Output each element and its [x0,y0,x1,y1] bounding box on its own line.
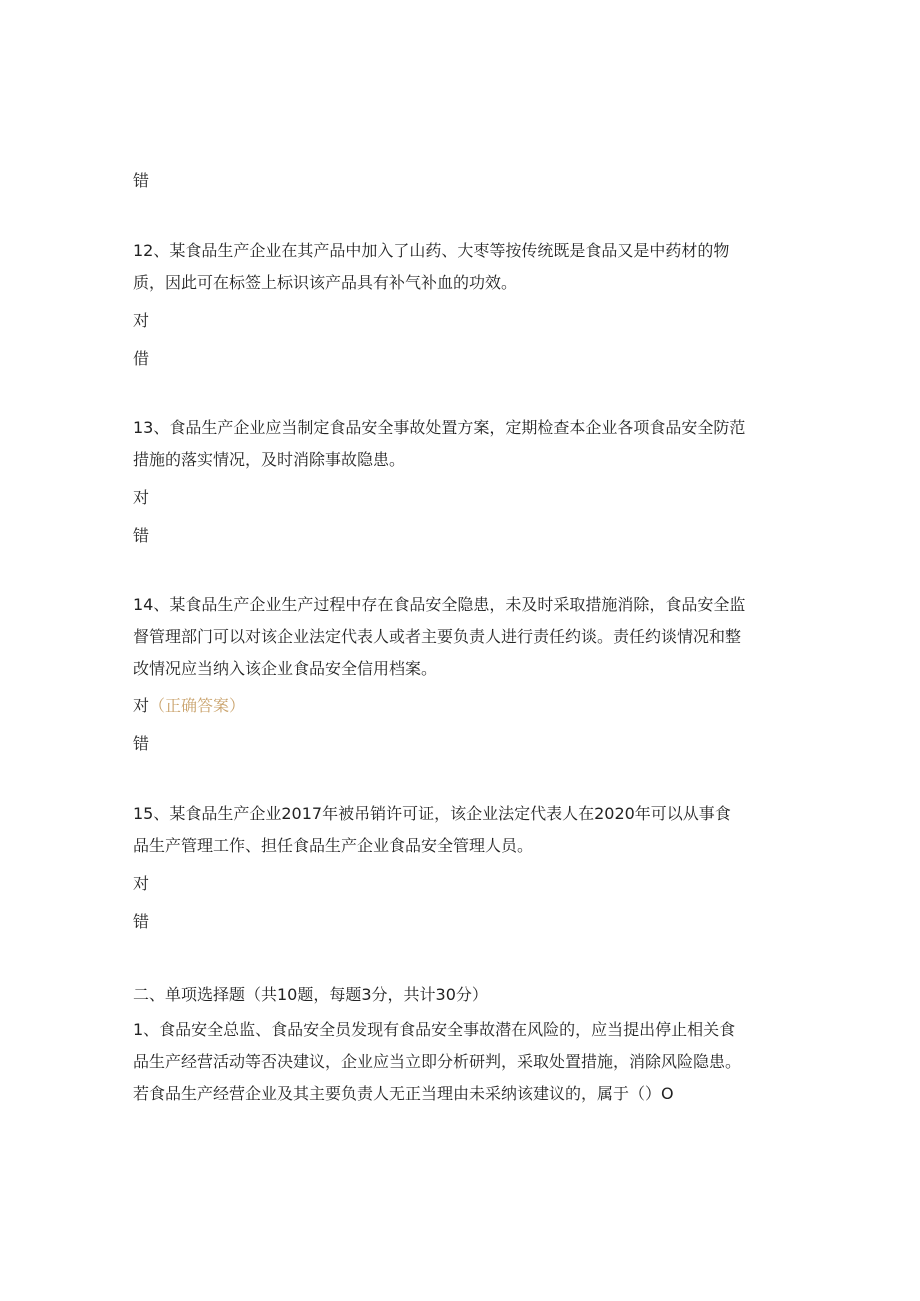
question-15-line-2: 品生产管理工作、担任食品生产企业食品安全管理人员。 [133,836,534,855]
question-14-option-true-label: 对 [133,696,150,715]
section-2-heading: 二、单项选择题（共10题，每题3分，共计30分） [133,985,488,1004]
question-14-option-false[interactable]: 错 [133,734,150,753]
previous-answer-false[interactable]: 错 [133,171,150,190]
question-12-line-2: 质，因此可在标签上标识该产品具有补气补血的功效。 [133,273,518,292]
question-15-line-1: 15、某食品生产企业2017年被吊销许可证，该企业法定代表人在2020年可以从事食 [133,804,731,823]
question-15-option-true[interactable]: 对 [133,874,150,893]
section-2-question-1-line-3: 若食品生产经营企业及其主要负责人无正当理由未采纳该建议的，属于（）O [133,1084,674,1103]
section-2-question-1-line-1: 1、食品安全总监、食品安全员发现有食品安全事故潜在风险的，应当提出停止相关食 [133,1020,736,1039]
question-14-line-1: 14、某食品生产企业生产过程中存在食品安全隐患，未及时采取措施消除，食品安全监 [133,595,746,614]
section-2-question-1-line-2: 品生产经营活动等否决建议，企业应当立即分析研判，采取处置措施，消除风险隐患。 [133,1052,742,1071]
question-13-option-true[interactable]: 对 [133,488,150,507]
question-14-line-2: 督管理部门可以对该企业法定代表人或者主要负责人进行责任约谈。责任约谈情况和整 [133,627,742,646]
question-13-line-2: 措施的落实情况，及时消除事故隐患。 [133,450,406,469]
correct-answer-mark: （正确答案） [149,696,246,715]
question-13-line-1: 13、食品生产企业应当制定食品安全事故处置方案，定期检查本企业各项食品安全防范 [133,418,746,437]
question-13-option-false[interactable]: 错 [133,526,150,545]
question-14-option-true[interactable] [133,696,245,716]
question-12-line-1: 12、某食品生产企业在其产品中加入了山药、大枣等按传统既是食品又是中药材的物 [133,241,730,260]
question-12-option-true[interactable]: 对 [133,311,150,330]
question-14-line-3: 改情况应当纳入该企业食品安全信用档案。 [133,659,438,678]
question-12-option-false[interactable]: 借 [133,349,150,368]
question-15-option-false[interactable]: 错 [133,912,150,931]
